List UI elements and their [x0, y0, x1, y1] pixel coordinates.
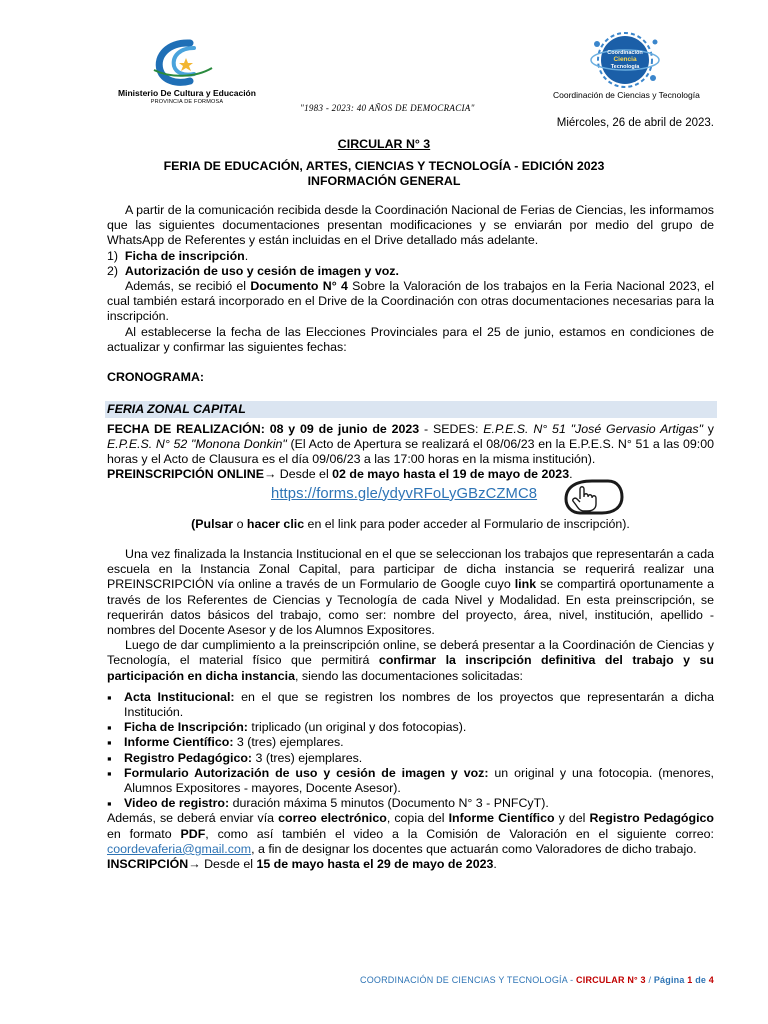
- elections-paragraph: Al establecerse la fecha de las Elecciones Provinciales para el 25 de junio, estamos en condiciones de actualizar y confirmar las siguientes fechas:: [107, 324, 714, 354]
- modified-docs-list: [107, 249, 714, 279]
- list-item: ▪ Registro Pedagógico: 3 (tres) ejemplares.: [124, 751, 714, 766]
- coordination-logo: [585, 30, 665, 88]
- click-instruction: (Pulsar o hacer clic en el link para poder acceder al Formulario de inscripción).: [191, 516, 630, 531]
- title-line-2: INFORMACIÓN GENERAL: [307, 174, 461, 188]
- intro-paragraph: A partir de la comunicación recibida desde la Coordinación Nacional de Ferias de Ciencias, les informamos que las siguientes documentaciones presentan modificaciones y se enviarán por medio del grupo de WhatsApp de Referentes y están incluidas en el Drive detallado más adelante.: [107, 203, 714, 248]
- schedule-heading: CRONOGRAMA:: [107, 370, 205, 385]
- required-docs-list: [107, 690, 714, 812]
- list-item: ▪ Formulario Autorización de uso y cesión de imagen y voz: un original y una fotocopia. (menores, Alumnos Expositores - mayores, Docente Asesor).: [124, 766, 714, 796]
- list-item: ▪ Informe Científico: 3 (tres) ejemplares.: [124, 735, 714, 750]
- badge-line3: Tecnología: [610, 64, 640, 70]
- form-link-row: [107, 483, 714, 517]
- ministry-header: [112, 88, 262, 105]
- preinscription-line: PREINSCRIPCIÓN ONLINE→ Desde el 02 de mayo hasta el 19 de mayo de 2023.: [107, 467, 573, 482]
- list-item: 1) Ficha de inscripción.: [107, 248, 249, 263]
- list-item: ▪ Acta Institucional: en el que se registren los nombres de los proyectos que representarán a dicha Institución.: [124, 690, 714, 720]
- email-paragraph: Además, se deberá enviar vía correo electrónico, copia del Informe Científico y del Registro Pedagógico en formato PDF, como así también el video a la Comisión de Valoración en el siguiente correo: coordevaferia@gmail.com, a fin de designar los docentes que actuarán como Valoradores de dicho trabajo.: [107, 811, 714, 856]
- circular-number: CIRCULAR N° 3: [337, 137, 431, 151]
- zonal-fair-band: FERIA ZONAL CAPITAL: [105, 401, 717, 418]
- arrow-right-icon: →: [263, 467, 277, 482]
- ministry-name: Ministerio De Cultura y Educación: [118, 88, 256, 98]
- inscription-line: INSCRIPCIÓN→ Desde el 15 de mayo hasta el 29 de mayo de 2023.: [107, 857, 497, 872]
- page-footer: COORDINACIÓN DE CIENCIAS Y TECNOLOGÍA - CIRCULAR N° 3 / Página 1 de 4: [360, 975, 714, 985]
- arrow-right-icon: →: [188, 857, 201, 872]
- list-item: 2) Autorización de uso y cesión de imagen y voz.: [107, 263, 399, 278]
- physical-material-paragraph: Luego de dar cumplimiento a la preinscripción online, se deberá presentar a la Coordinación de Ciencias y Tecnología, el material físico que permitirá confirmar la inscripción definitiva del trabajo y su participación en dicha instancia, siendo las documentaciones solicitadas:: [107, 638, 714, 683]
- badge-line2: Ciencia: [613, 56, 637, 63]
- event-date-paragraph: FECHA DE REALIZACIÓN: 08 y 09 de junio de 2023 - SEDES: E.P.E.S. N° 51 "José Gervasio Artigas" y E.P.E.S. N° 52 "Monona Donkin" (El Acto de Apertura se realizará el 08/06/23 en la E.P.E.S. N° 51 a las 09:00 horas y el Acto de Clausura es el día 09/06/23 a las 17:00 horas en la misma institución).: [107, 421, 715, 467]
- ministry-logo-icon: [150, 38, 220, 88]
- coordination-name: Coordinación de Ciencias y Tecnología: [553, 90, 700, 100]
- document-4-paragraph: Además, se recibió el Documento N° 4 Sobre la Valoración de los trabajos en la Feria Nacional 2023, el cual también estará incorporado en el Drive de la Coordinación con otras documentaciones necesarias para la inscripción.: [107, 279, 715, 324]
- science-badge-icon: [585, 30, 665, 88]
- list-item: ▪ Ficha de Inscripción: triplicado (un original y dos fotocopias).: [124, 720, 714, 735]
- email-link[interactable]: coordevaferia@gmail.com: [107, 841, 252, 856]
- badge-line1: Coordinación: [607, 50, 643, 56]
- democracy-motto: "1983 - 2023: 40 AÑOS DE DEMOCRACIA": [300, 103, 475, 113]
- document-title: [0, 159, 768, 189]
- google-form-link[interactable]: https://forms.gle/ydyvRFoLyGBzCZMC8: [271, 485, 538, 502]
- pointing-hand-icon[interactable]: [562, 477, 624, 517]
- institutional-stage-paragraph: Una vez finalizada la Instancia Institucional en el que se seleccionan los trabajos que representarán a cada escuela en la Instancia Zonal Capital, para participar de dicha instancia se requerirá realizar una PREINSCRIPCIÓN vía online a través de un Formulario de Google cuyo link se compartirá oportunamente a través de los Referentes de Ciencias y Tecnología de cada Nivel y Modalidad. En esta preinscripción, se requerirán datos básicos del trabajo, como ser: nombre del proyecto, área, nivel, institución, apellido - nombres del Docente Asesor y de los Alumnos Expositores.: [107, 547, 714, 638]
- ministry-logo: [150, 38, 220, 88]
- document-date: Miércoles, 26 de abril de 2023.: [556, 117, 714, 129]
- document-body: [107, 203, 714, 872]
- ministry-province: PROVINCIA DE FORMOSA: [150, 99, 224, 105]
- list-item: ▪ Video de registro: duración máxima 5 minutos (Documento N° 3 - PNFCyT).: [124, 796, 714, 811]
- title-line-1: FERIA DE EDUCACIÓN, ARTES, CIENCIAS Y TECNOLOGÍA - EDICIÓN 2023: [163, 159, 605, 173]
